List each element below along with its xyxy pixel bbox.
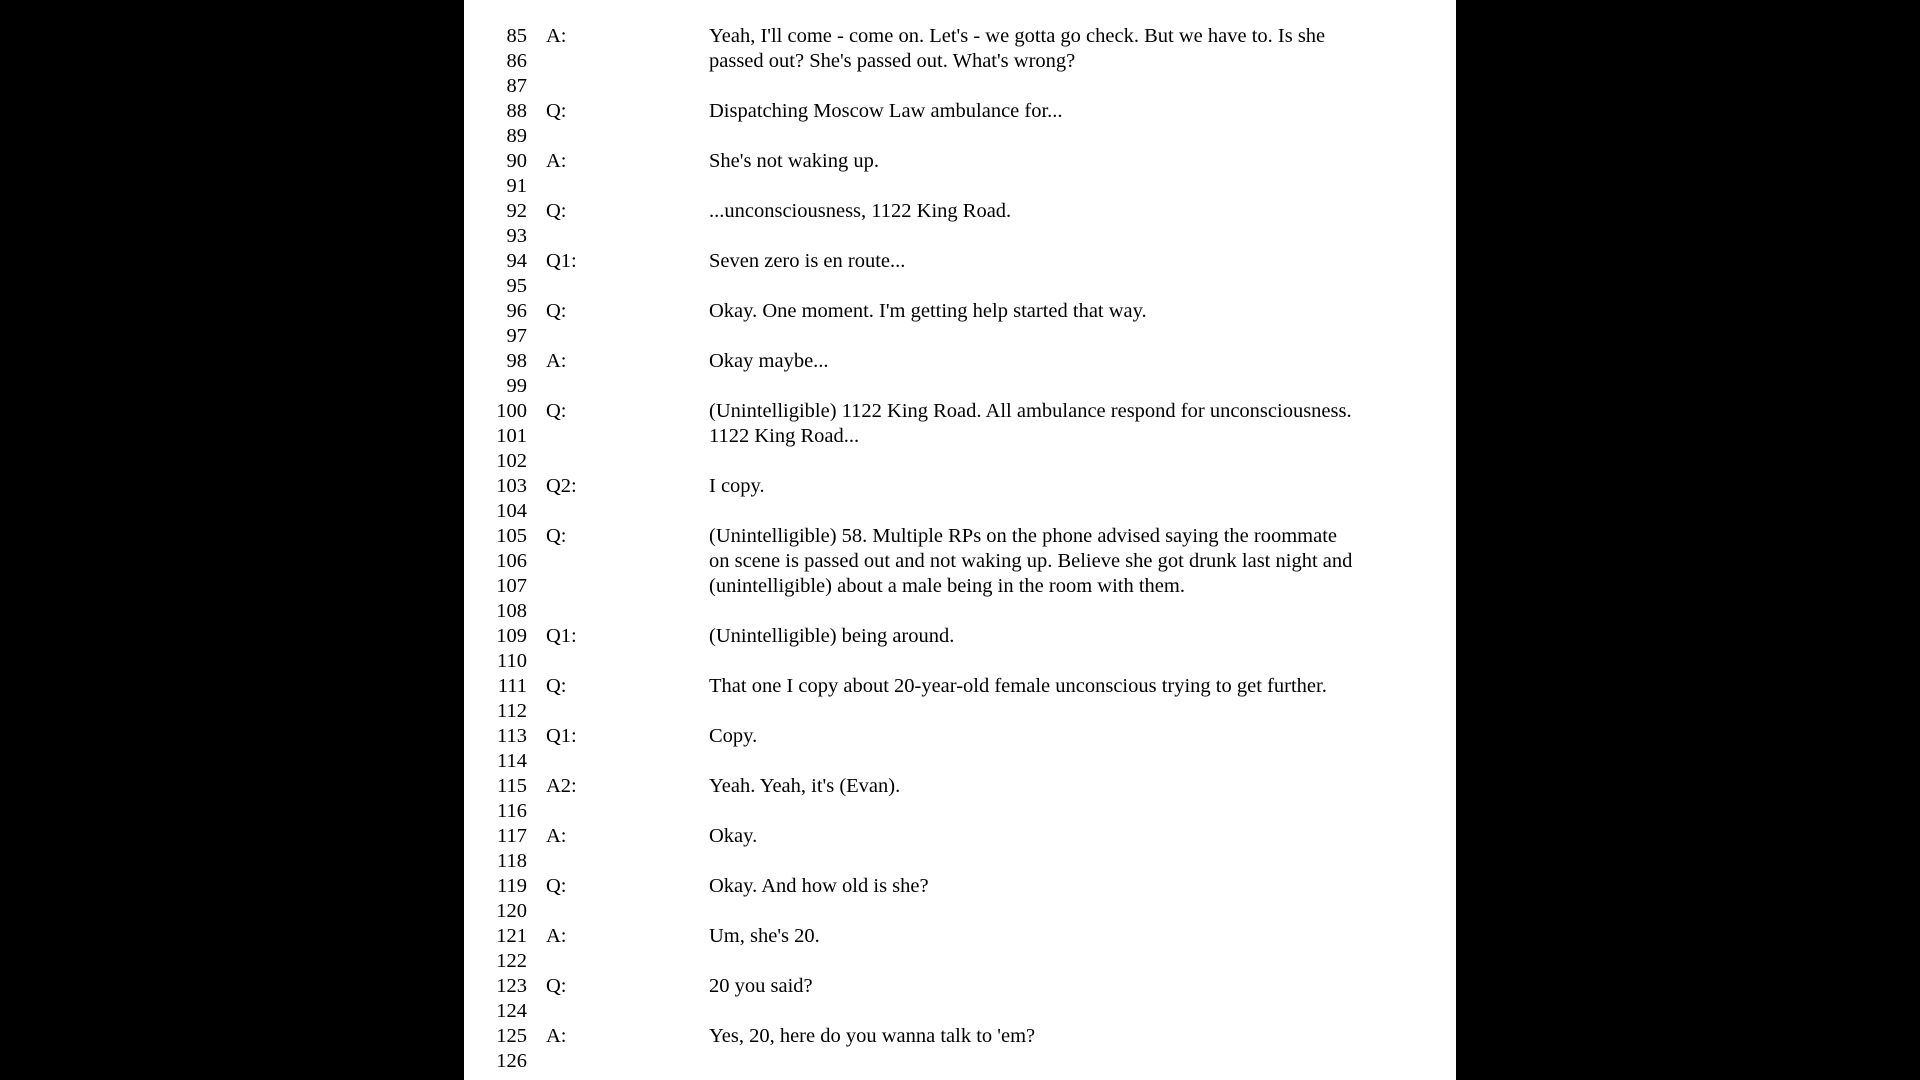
transcript-line — [464, 524, 1456, 549]
speaker-label: Q: — [546, 400, 567, 422]
line-number: 124 — [496, 1000, 527, 1022]
line-number: 116 — [497, 800, 527, 822]
speaker-label: A: — [546, 350, 567, 372]
transcript-line — [464, 924, 1456, 949]
transcript-line — [464, 324, 1456, 349]
transcript-line — [464, 774, 1456, 799]
line-text: (Unintelligible) being around. — [709, 625, 955, 647]
speaker-label: Q: — [546, 525, 567, 547]
line-number: 107 — [496, 575, 527, 597]
speaker-label: Q: — [546, 200, 567, 222]
line-number: 91 — [506, 175, 527, 197]
transcript-line — [464, 399, 1456, 424]
transcript-line — [464, 949, 1456, 974]
transcript-line — [464, 224, 1456, 249]
speaker-label: A: — [546, 1025, 567, 1047]
speaker-label: Q: — [546, 675, 567, 697]
transcript-line — [464, 874, 1456, 899]
line-text: That one I copy about 20-year-old female unconscious trying to get further. — [709, 675, 1327, 697]
transcript-line — [464, 424, 1456, 449]
speaker-label: Q1: — [546, 725, 577, 747]
line-number: 100 — [496, 400, 527, 422]
line-number: 96 — [506, 300, 527, 322]
line-number: 95 — [506, 275, 527, 297]
line-text: Dispatching Moscow Law ambulance for... — [709, 100, 1063, 122]
line-text: Okay maybe... — [709, 350, 829, 372]
line-number: 88 — [506, 100, 527, 122]
transcript-line — [464, 299, 1456, 324]
line-number: 101 — [496, 425, 527, 447]
transcript-line — [464, 374, 1456, 399]
transcript-line — [464, 174, 1456, 199]
line-number: 123 — [496, 975, 527, 997]
line-text: (unintelligible) about a male being in the room with them. — [709, 575, 1185, 597]
speaker-label: Q1: — [546, 625, 577, 647]
transcript-line — [464, 599, 1456, 624]
transcript-line — [464, 1049, 1456, 1074]
line-text: I copy. — [709, 475, 765, 497]
transcript-line — [464, 24, 1456, 49]
speaker-label: Q: — [546, 975, 567, 997]
line-number: 120 — [496, 900, 527, 922]
speaker-label: Q1: — [546, 250, 577, 272]
transcript-line — [464, 349, 1456, 374]
transcript-page — [464, 0, 1456, 1080]
line-number: 105 — [496, 525, 527, 547]
line-number: 126 — [496, 1050, 527, 1072]
line-text: Okay. — [709, 825, 758, 847]
transcript-line — [464, 249, 1456, 274]
line-number: 117 — [497, 825, 527, 847]
line-text: passed out? She's passed out. What's wrong? — [709, 50, 1076, 72]
line-text: on scene is passed out and not waking up. Believe she got drunk last night and — [709, 550, 1353, 572]
line-number: 118 — [497, 850, 527, 872]
transcript-line — [464, 999, 1456, 1024]
transcript-line — [464, 499, 1456, 524]
line-number: 99 — [506, 375, 527, 397]
line-text: Copy. — [709, 725, 758, 747]
line-number: 94 — [506, 250, 527, 272]
transcript-line — [464, 449, 1456, 474]
line-number: 113 — [497, 725, 527, 747]
line-text: ...unconsciousness, 1122 King Road. — [709, 200, 1012, 222]
transcript-line — [464, 824, 1456, 849]
speaker-label: Q: — [546, 875, 567, 897]
transcript-line — [464, 749, 1456, 774]
line-number: 98 — [506, 350, 527, 372]
speaker-label: A: — [546, 150, 567, 172]
line-number: 121 — [496, 925, 527, 947]
transcript-line — [464, 899, 1456, 924]
line-number: 86 — [506, 50, 527, 72]
transcript-line — [464, 624, 1456, 649]
line-number: 125 — [496, 1025, 527, 1047]
transcript-body — [464, 24, 1456, 1074]
transcript-line — [464, 974, 1456, 999]
line-number: 112 — [497, 700, 527, 722]
line-text: 1122 King Road... — [709, 425, 860, 447]
line-text: Yeah, I'll come - come on. Let's - we gotta go check. But we have to. Is she — [709, 25, 1326, 47]
transcript-line — [464, 474, 1456, 499]
line-number: 90 — [506, 150, 527, 172]
line-number: 93 — [506, 225, 527, 247]
line-number: 122 — [496, 950, 527, 972]
line-text: Okay. And how old is she? — [709, 875, 929, 897]
line-number: 111 — [497, 675, 527, 697]
transcript-line — [464, 49, 1456, 74]
transcript-line — [464, 724, 1456, 749]
line-number: 114 — [497, 750, 527, 772]
transcript-line — [464, 74, 1456, 99]
line-number: 92 — [506, 200, 527, 222]
speaker-label: A: — [546, 825, 567, 847]
speaker-label: Q: — [546, 300, 567, 322]
line-number: 119 — [497, 875, 527, 897]
transcript-line — [464, 274, 1456, 299]
line-number: 110 — [497, 650, 527, 672]
transcript-line — [464, 799, 1456, 824]
line-text: Yes, 20, here do you wanna talk to 'em? — [709, 1025, 1036, 1047]
line-number: 87 — [506, 75, 527, 97]
line-number: 106 — [496, 550, 527, 572]
transcript-line — [464, 149, 1456, 174]
speaker-label: Q: — [546, 100, 567, 122]
line-number: 104 — [496, 500, 527, 522]
line-text: She's not waking up. — [709, 150, 879, 172]
line-number: 97 — [506, 325, 527, 347]
line-text: Um, she's 20. — [709, 925, 820, 947]
speaker-label: A: — [546, 25, 567, 47]
speaker-label: A2: — [546, 775, 577, 797]
line-number: 85 — [506, 25, 527, 47]
line-number: 109 — [496, 625, 527, 647]
line-number: 115 — [497, 775, 527, 797]
line-text: Seven zero is en route... — [709, 250, 906, 272]
transcript-line — [464, 1024, 1456, 1049]
transcript-line — [464, 674, 1456, 699]
line-number: 102 — [496, 450, 527, 472]
transcript-line — [464, 124, 1456, 149]
line-text: 20 you said? — [709, 975, 813, 997]
line-text: Yeah. Yeah, it's (Evan). — [709, 775, 901, 797]
speaker-label: Q2: — [546, 475, 577, 497]
line-text: (Unintelligible) 58. Multiple RPs on the phone advised saying the roommate — [709, 525, 1338, 547]
transcript-line — [464, 549, 1456, 574]
speaker-label: A: — [546, 925, 567, 947]
transcript-line — [464, 849, 1456, 874]
transcript-line — [464, 99, 1456, 124]
transcript-line — [464, 199, 1456, 224]
line-text: (Unintelligible) 1122 King Road. All ambulance respond for unconsciousness. — [709, 400, 1352, 422]
transcript-line — [464, 649, 1456, 674]
line-text: Okay. One moment. I'm getting help started that way. — [709, 300, 1147, 322]
transcript-line — [464, 574, 1456, 599]
transcript-line — [464, 699, 1456, 724]
line-number: 103 — [496, 475, 527, 497]
line-number: 89 — [506, 125, 527, 147]
line-number: 108 — [496, 600, 527, 622]
